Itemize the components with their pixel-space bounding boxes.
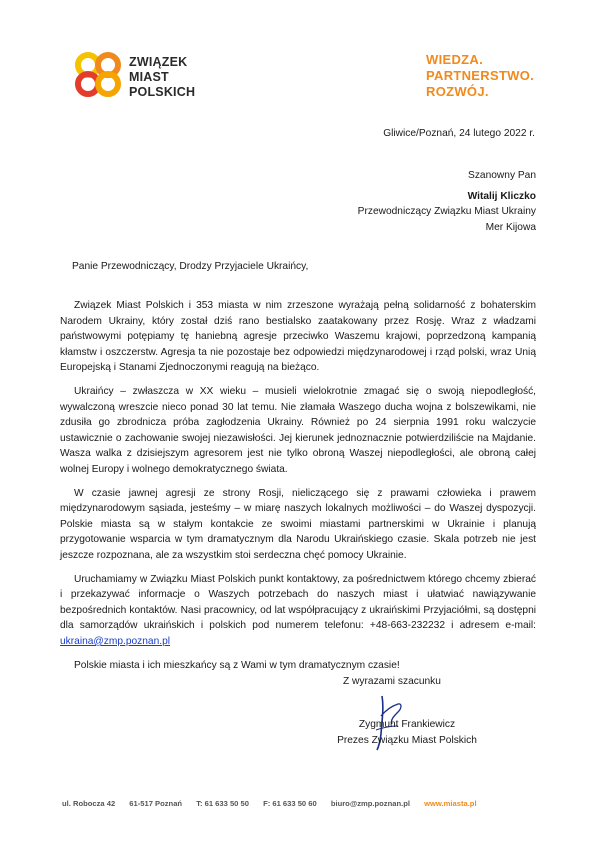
logo-line-3: POLSKICH [129, 85, 196, 99]
zmp-logo-icon [70, 48, 126, 100]
logo-line-1: ZWIĄZEK [129, 55, 188, 69]
tagline-line-3: ROZWÓJ. [426, 84, 489, 99]
addressee-title: Przewodniczący Związku Miast Ukrainy [357, 206, 536, 217]
addressee-role: Mer Kijowa [485, 221, 536, 233]
signer-title: Prezes Związku Miast Polskich [337, 734, 477, 746]
addressee-block [280, 168, 536, 235]
email-link[interactable]: ukraina@zmp.poznan.pl [60, 635, 171, 647]
logo-wordmark [129, 55, 195, 100]
footer-city: 61-517 Poznań [129, 799, 183, 808]
footer-street: ul. Robocza 42 [62, 799, 116, 808]
tagline [426, 52, 534, 100]
salutation: Panie Przewodniczący, Drodzy Przyjaciele Ukraińcy, [72, 261, 309, 272]
closing-paragraph: Polskie miasta i ich mieszkańcy są z Wami w tym dramatycznym czasie! [74, 659, 400, 671]
tagline-line-2: PARTNERSTWO. [426, 68, 535, 83]
addressee-name: Witalij Kliczko [467, 190, 536, 202]
footer-website[interactable]: www.miasta.pl [424, 799, 477, 808]
regards-line: Z wyrazami szacunku [343, 676, 441, 687]
paragraph-4 [60, 572, 536, 650]
paragraph-1: Związek Miast Polskich i 353 miasta w nim zrzeszone wyrażają pełną solidarność z bohaterskim Narodem Ukrainy, który został dziś rano bestialsko zaatakowany przez Rosję. Wraz z władzami państwowymi potępiamy tę haniebną agresje przeciwko Waszemu krajowi, poprzedzoną kampanią kłamstw i oszczerstw. Agresja ta nie pozostaje bez odpowiedzi międzynarodowej i rząd polski, wraz Unią Europejską i Stanami Zjednoczonymi reagują na bieżąco. [60, 300, 536, 373]
footer-email[interactable]: biuro@zmp.poznan.pl [330, 799, 410, 808]
signer-name: Zygmunt Frankiewicz [358, 719, 456, 730]
footer-phone: T: 61 633 50 50 [196, 799, 249, 808]
footer-fax: F: 61 633 50 60 [263, 799, 317, 808]
paragraph-3: W czasie jawnej agresji ze strony Rosji, nieliczącego się z prawami człowieka i prawem międzynarodowym sąsiada, jesteśmy – w miarę naszych lokalnych możliwości – do Waszej dyspozycji. Polskie miasta są w stałym kontakcie ze swoimi miastami partnerskimi w Ukrainie i planują przygotowanie wsparcia w tym dramatycznym dla Narodu Ukraińskiego czasie. Skala potrzeb nie jest jeszcze rozpoznana, ale za wszystkim stoi serdeczna chęć pomocy Ukrainie. [60, 487, 536, 561]
tagline-line-1: WIEDZA. [426, 52, 483, 67]
letter-body [60, 298, 536, 682]
signature-block [322, 717, 492, 748]
logo-line-2: MIAST [129, 70, 169, 84]
addressee-greeting: Szanowny Pan [468, 170, 536, 181]
footer-contacts [62, 799, 542, 808]
paragraph-2: Ukraińcy – zwłaszcza w XX wieku – musieli wielokrotnie zmagać się o swoją niepodległość, wywalczoną wreszcie nieco ponad 30 lat temu. Nie złamała Waszego ducha wojna z bolszewikami, nie zdusiła go zbrodnicza próba zagłodzenia Ukrainy. Również po 24 sierpnia 1991 roku walczycie ustawicznie o zachowanie swojej niezawisłości. Jej kierunek jednoznacznie potwierdziliście na Majdanie. Wasza walka z dzisiejszym agresorem jest nie tylko obroną Waszej niepodległości, ale obroną całej wolnej Europy i wolnego demokratycznego świata. [60, 386, 536, 475]
place-date: Gliwice/Poznań, 24 lutego 2022 r. [383, 128, 535, 139]
paragraph-4-text: Uruchamiamy w Związku Miast Polskich punkt kontaktowy, za pośrednictwem którego chcemy zbierać i przekazywać informacje o Waszych potrzebach do naszych miast i ułatwiać nawiązywanie bezpośrednich kontaktów. Nasi pracownicy, od lat współpracujący z ukraińskimi Przyjaciółmi, są dostępni dla samorządów ukraińskich i polskich pod numerem telefonu: +48-663-232232 i adresem e-mail: [60, 573, 536, 632]
